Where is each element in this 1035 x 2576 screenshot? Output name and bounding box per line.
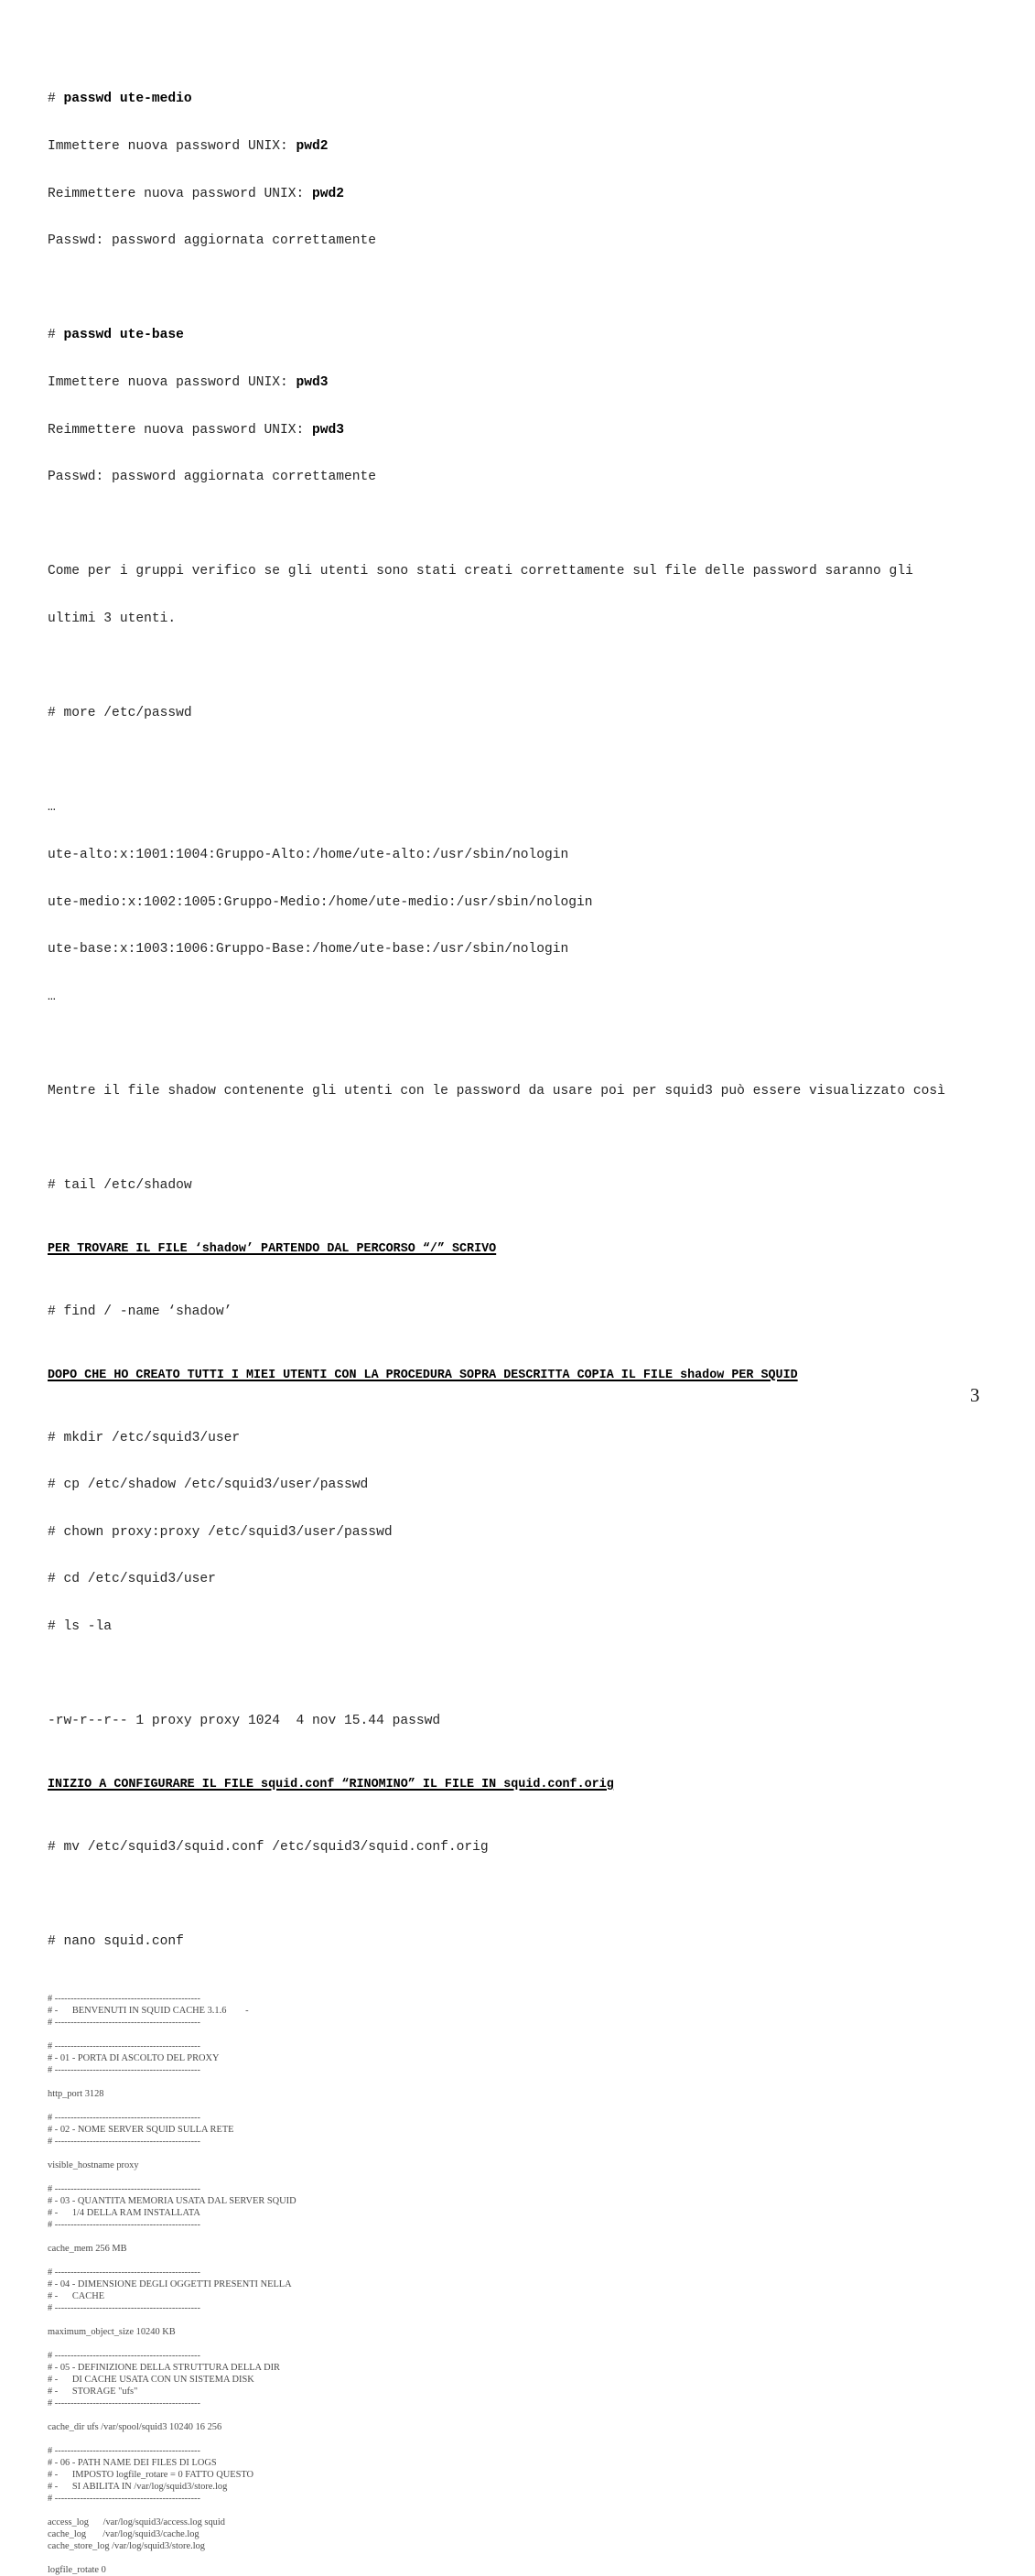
- conf-line: # - 03 - QUANTITA MEMORIA USATA DAL SERVER SQUID: [48, 2195, 296, 2206]
- ls-output: -rw-r--r-- 1 proxy proxy 1024 4 nov 15.44 passwd: [48, 1714, 441, 1729]
- passwd-line: ute-base:x:1003:1006:Gruppo-Base:/home/ute-base:/usr/sbin/nologin: [48, 942, 569, 958]
- conf-line: [48, 2314, 999, 2326]
- command-line: # mkdir /etc/squid3/user: [48, 1430, 241, 1445]
- conf-line: cache_log /var/log/squid3/cache.log: [48, 2528, 199, 2539]
- command-line: # passwd ute-base: [48, 328, 184, 343]
- conf-line: access_log /var/log/squid3/access.log squid: [48, 2516, 225, 2527]
- passwd-line: ute-alto:x:1001:1004:Gruppo-Alto:/home/ute-alto:/usr/sbin/nologin: [48, 848, 569, 863]
- conf-line: # - BENVENUTI IN SQUID CACHE 3.1.6 -: [48, 2005, 249, 2016]
- page-number: 3: [970, 1384, 980, 1406]
- output-line: Passwd: password aggiornata correttamente: [48, 233, 377, 249]
- conf-line: # ----------------------------------------------: [48, 2219, 200, 2230]
- passwd-line: …: [48, 989, 56, 1004]
- conf-line: [48, 2552, 999, 2564]
- paragraph-verify-users: Come per i gruppi verifico se gli utenti sono stati creati correttamente sul file delle password saranno gli ultimi 3 utenti.: [48, 564, 913, 627]
- output-line: Immettere nuova password UNIX: pwd3: [48, 375, 329, 391]
- passwd-line: …: [48, 800, 56, 816]
- conf-line: # ----------------------------------------------: [48, 2493, 200, 2504]
- conf-line: [48, 2171, 999, 2183]
- command-nano: # nano squid.conf: [48, 1933, 184, 1949]
- squid-conf-listing: [48, 1993, 999, 2576]
- conf-line: [48, 2076, 999, 2088]
- conf-line: # - 04 - DIMENSIONE DEGLI OGGETTI PRESENTI NELLA: [48, 2278, 292, 2289]
- conf-line: visible_hostname proxy: [48, 2159, 139, 2170]
- command-mv: # mv /etc/squid3/squid.conf /etc/squid3/squid.conf.orig: [48, 1839, 489, 1855]
- command-line: # chown proxy:proxy /etc/squid3/user/passwd: [48, 1524, 393, 1540]
- command-find: # find / -name ‘shadow’: [48, 1304, 232, 1319]
- conf-line: maximum_object_size 10240 KB: [48, 2326, 176, 2337]
- output-line: Passwd: password aggiornata correttamente: [48, 470, 377, 485]
- conf-line: # - 06 - PATH NAME DEI FILES DI LOGS: [48, 2457, 217, 2468]
- conf-line: # - DI CACHE USATA CON UN SISTEMA DISK: [48, 2374, 254, 2385]
- conf-line: # - CACHE: [48, 2290, 105, 2301]
- paragraph-shadow: Mentre il file shadow contenente gli utenti con le password da usare poi per squid3 può essere visualizzato così: [48, 1084, 945, 1099]
- section-heading: INIZIO A CONFIGURARE IL FILE squid.conf “RINOMINO” IL FILE IN squid.conf.orig: [48, 1777, 614, 1791]
- output-line: Reimmettere nuova password UNIX: pwd2: [48, 186, 345, 201]
- conf-line: [48, 2255, 999, 2267]
- conf-line: # ----------------------------------------------: [48, 2112, 200, 2123]
- conf-line: # - IMPOSTO logfile_rotare = 0 FATTO QUESTO: [48, 2469, 254, 2480]
- conf-line: cache_mem 256 MB: [48, 2243, 127, 2254]
- command-more-passwd: # more /etc/passwd: [48, 706, 192, 721]
- conf-line: [48, 2338, 999, 2350]
- conf-line: # ----------------------------------------------: [48, 2445, 200, 2456]
- conf-line: # ----------------------------------------------: [48, 2136, 200, 2147]
- command-line: # passwd ute-medio: [48, 92, 192, 107]
- conf-line: # ----------------------------------------------: [48, 2397, 200, 2408]
- passwd-line: ute-medio:x:1002:1005:Gruppo-Medio:/home/ute-medio:/usr/sbin/nologin: [48, 894, 593, 910]
- document-page: [48, 60, 999, 2576]
- conf-line: # ----------------------------------------------: [48, 2183, 200, 2194]
- conf-line: [48, 2433, 999, 2445]
- conf-line: [48, 2100, 999, 2112]
- passwd-ute-medio-block: [48, 60, 999, 281]
- conf-line: # - 1/4 DELLA RAM INSTALLATA: [48, 2207, 200, 2218]
- conf-line: # - 05 - DEFINIZIONE DELLA STRUTTURA DELLA DIR: [48, 2362, 280, 2373]
- conf-line: [48, 2231, 999, 2243]
- conf-line: # - SI ABILITA IN /var/log/squid3/store.log: [48, 2481, 228, 2492]
- conf-line: http_port 3128: [48, 2088, 104, 2099]
- conf-line: # ----------------------------------------------: [48, 2267, 200, 2278]
- conf-line: logfile_rotate 0: [48, 2564, 106, 2575]
- command-line: # ls -la: [48, 1618, 113, 1634]
- conf-line: # ----------------------------------------------: [48, 1993, 200, 2004]
- conf-line: # ----------------------------------------------: [48, 2040, 200, 2051]
- conf-line: cache_dir ufs /var/spool/squid3 10240 16 256: [48, 2421, 222, 2432]
- conf-line: cache_store_log /var/log/squid3/store.log: [48, 2540, 205, 2551]
- section-heading: DOPO CHE HO CREATO TUTTI I MIEI UTENTI CON LA PROCEDURA SOPRA DESCRITTA COPIA IL FILE shadow PER SQUID: [48, 1368, 798, 1382]
- command-line: # cd /etc/squid3/user: [48, 1572, 216, 1587]
- output-line: Reimmettere nuova password UNIX: pwd3: [48, 422, 345, 438]
- conf-line: [48, 2409, 999, 2421]
- passwd-file-excerpt: [48, 769, 999, 1036]
- conf-line: # - 02 - NOME SERVER SQUID SULLA RETE: [48, 2124, 234, 2135]
- command-tail-shadow: # tail /etc/shadow: [48, 1178, 192, 1194]
- conf-line: [48, 2029, 999, 2040]
- command-line: # cp /etc/shadow /etc/squid3/user/passwd: [48, 1477, 369, 1493]
- passwd-ute-base-block: [48, 297, 999, 517]
- conf-line: # - STORAGE "ufs": [48, 2386, 138, 2397]
- conf-line: [48, 2148, 999, 2159]
- conf-line: # ----------------------------------------------: [48, 2017, 200, 2028]
- output-line: Immettere nuova password UNIX: pwd2: [48, 139, 329, 155]
- conf-line: # ----------------------------------------------: [48, 2064, 200, 2075]
- conf-line: # ----------------------------------------------: [48, 2302, 200, 2313]
- command-list: [48, 1399, 999, 1666]
- conf-line: # - 01 - PORTA DI ASCOLTO DEL PROXY: [48, 2052, 220, 2063]
- section-heading: PER TROVARE IL FILE ‘shadow’ PARTENDO DAL PERCORSO “/” SCRIVO: [48, 1242, 497, 1257]
- conf-line: [48, 2505, 999, 2516]
- conf-line: # ----------------------------------------------: [48, 2350, 200, 2361]
